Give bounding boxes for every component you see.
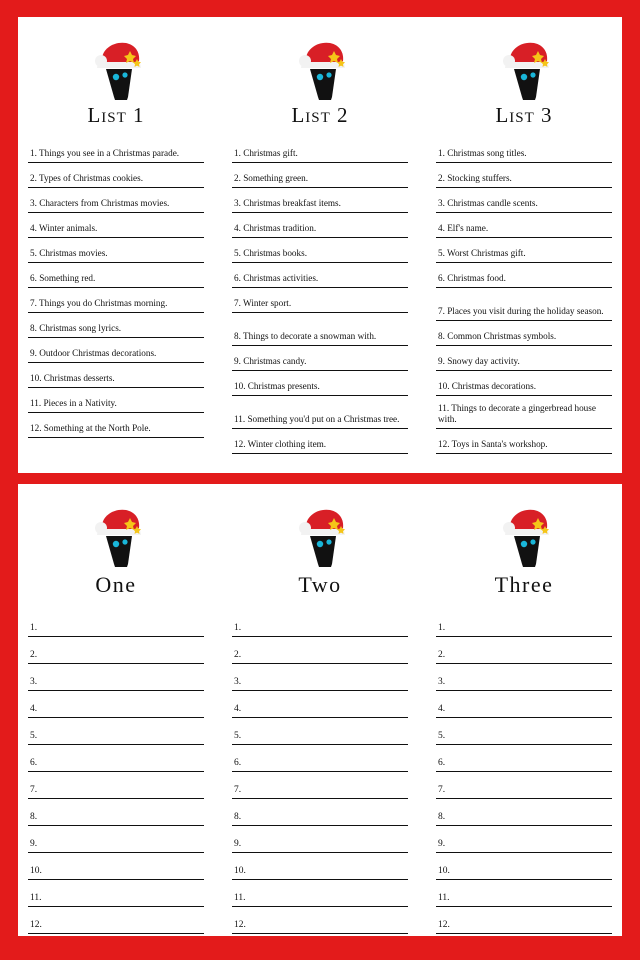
column-title: Two <box>298 572 342 597</box>
santa-hat-icon <box>28 498 204 568</box>
blank-line[interactable] <box>436 880 612 907</box>
list-item[interactable] <box>28 313 204 338</box>
list-item[interactable] <box>232 346 408 371</box>
blank-line[interactable] <box>232 880 408 907</box>
line-number: 3. <box>234 677 242 687</box>
list-item[interactable] <box>28 338 204 363</box>
list-item-text: 12. Winter clothing item. <box>234 439 327 449</box>
list-item-text: 4. Winter animals. <box>30 223 98 233</box>
list-item[interactable] <box>232 288 408 313</box>
list-item-text: 3. Characters from Christmas movies. <box>30 198 170 208</box>
list-item-text: 3. Christmas breakfast items. <box>234 198 341 208</box>
list-column-2 <box>232 31 408 454</box>
line-number: 8. <box>438 812 446 822</box>
list-item[interactable] <box>232 313 408 346</box>
list-item-text: 10. Christmas desserts. <box>30 373 115 383</box>
list-item[interactable] <box>436 321 612 346</box>
column-title: Three <box>494 572 554 597</box>
line-number: 2. <box>234 650 242 660</box>
list-item[interactable] <box>436 188 612 213</box>
blank-line[interactable] <box>28 637 204 664</box>
blank-line[interactable] <box>232 853 408 880</box>
line-number: 5. <box>234 731 242 741</box>
line-number: 12. <box>30 920 42 930</box>
list-item[interactable] <box>28 413 204 438</box>
line-number: 8. <box>30 812 38 822</box>
list-item[interactable] <box>232 213 408 238</box>
list-item-text: 11. Something you'd put on a Christmas tree. <box>234 414 400 424</box>
blank-line[interactable] <box>232 772 408 799</box>
list-item[interactable] <box>436 429 612 454</box>
blank-line[interactable] <box>436 637 612 664</box>
blank-line[interactable] <box>28 745 204 772</box>
list-item-text: 4. Elf's name. <box>438 223 489 233</box>
list-item-text: 12. Something at the North Pole. <box>30 423 151 433</box>
blank-line[interactable] <box>28 691 204 718</box>
line-number: 6. <box>234 758 242 768</box>
list-item-text: 5. Worst Christmas gift. <box>438 248 526 258</box>
line-number: 7. <box>30 785 38 795</box>
line-number: 4. <box>30 704 38 714</box>
list-item-text: 7. Places you visit during the holiday season. <box>438 306 604 316</box>
list-item[interactable] <box>436 238 612 263</box>
list-item-text: 11. Pieces in a Nativity. <box>30 398 117 408</box>
list-item-text: 1. Things you see in a Christmas parade. <box>30 148 180 158</box>
list-item[interactable] <box>232 238 408 263</box>
list-item-text: 7. Things you do Christmas morning. <box>30 298 168 308</box>
blank-line[interactable] <box>28 610 204 637</box>
list-item[interactable] <box>436 138 612 163</box>
line-number: 7. <box>438 785 446 795</box>
blank-column-three <box>436 498 612 934</box>
line-number: 11. <box>234 893 246 903</box>
line-number: 5. <box>438 731 446 741</box>
line-number: 5. <box>30 731 38 741</box>
line-number: 3. <box>438 677 446 687</box>
list-item-text: 2. Stocking stuffers. <box>438 173 512 183</box>
list-item[interactable] <box>28 288 204 313</box>
line-number: 2. <box>438 650 446 660</box>
blank-line[interactable] <box>28 907 204 934</box>
blank-line[interactable] <box>436 664 612 691</box>
blank-line[interactable] <box>436 718 612 745</box>
blank-line[interactable] <box>436 853 612 880</box>
list-item[interactable] <box>436 163 612 188</box>
list-item[interactable] <box>28 263 204 288</box>
line-number: 2. <box>30 650 38 660</box>
column-title: One <box>95 572 137 597</box>
list-item[interactable] <box>232 396 408 429</box>
blank-line[interactable] <box>436 745 612 772</box>
list-columns-filled <box>28 31 612 454</box>
line-number: 6. <box>438 758 446 768</box>
list-column-3 <box>436 31 612 454</box>
blank-line[interactable] <box>436 799 612 826</box>
list-item[interactable] <box>232 163 408 188</box>
santa-hat-icon <box>28 31 204 101</box>
blank-line[interactable] <box>436 907 612 934</box>
blank-line[interactable] <box>232 718 408 745</box>
column-title: List 1 <box>87 103 145 127</box>
line-number: 12. <box>234 920 246 930</box>
blank-column-two <box>232 498 408 934</box>
line-number: 3. <box>30 677 38 687</box>
list-item[interactable] <box>232 429 408 454</box>
blank-line[interactable] <box>232 691 408 718</box>
list-item-text: 6. Something red. <box>30 273 96 283</box>
list-item-text: 8. Christmas song lyrics. <box>30 323 122 333</box>
list-item-text: 11. Things to decorate a gingerbread house with. <box>438 403 596 424</box>
list-item[interactable] <box>232 371 408 396</box>
blank-line[interactable] <box>232 799 408 826</box>
santa-hat-icon <box>232 31 408 101</box>
blank-line[interactable] <box>436 610 612 637</box>
blank-line[interactable] <box>28 853 204 880</box>
line-number: 8. <box>234 812 242 822</box>
column-title: List 2 <box>291 103 349 127</box>
blank-line[interactable] <box>232 610 408 637</box>
list-item[interactable] <box>436 371 612 396</box>
blank-line[interactable] <box>28 664 204 691</box>
list-item-text: 7. Winter sport. <box>234 298 292 308</box>
list-item[interactable] <box>436 263 612 288</box>
column-title: List 3 <box>495 103 553 127</box>
blank-line[interactable] <box>28 799 204 826</box>
line-number: 7. <box>234 785 242 795</box>
line-number: 9. <box>234 839 242 849</box>
blank-line[interactable] <box>232 826 408 853</box>
list-item[interactable] <box>232 188 408 213</box>
list-item-text: 10. Christmas decorations. <box>438 381 536 391</box>
blank-line[interactable] <box>436 691 612 718</box>
line-number: 11. <box>438 893 450 903</box>
list-item-text: 5. Christmas books. <box>234 248 307 258</box>
list-item-text: 2. Types of Christmas cookies. <box>30 173 143 183</box>
list-item[interactable] <box>436 396 612 429</box>
list-item[interactable] <box>28 363 204 388</box>
list-item-text: 12. Toys in Santa's workshop. <box>438 439 548 449</box>
line-number: 6. <box>30 758 38 768</box>
line-number: 1. <box>234 623 242 633</box>
list-item-text: 2. Something green. <box>234 173 308 183</box>
printable-sheet-blank <box>18 484 622 936</box>
list-item-text: 6. Christmas food. <box>438 273 506 283</box>
line-number: 9. <box>30 839 38 849</box>
list-item-text: 8. Common Christmas symbols. <box>438 331 557 341</box>
blank-line[interactable] <box>28 718 204 745</box>
list-item[interactable] <box>28 388 204 413</box>
blank-line[interactable] <box>436 826 612 853</box>
line-number: 12. <box>438 920 450 930</box>
list-item-text: 10. Christmas presents. <box>234 381 320 391</box>
printable-sheet-filled <box>18 17 622 473</box>
list-item[interactable] <box>28 238 204 263</box>
list-item-text: 4. Christmas tradition. <box>234 223 317 233</box>
list-item[interactable] <box>28 163 204 188</box>
blank-line[interactable] <box>232 745 408 772</box>
list-item-text: 8. Things to decorate a snowman with. <box>234 331 377 341</box>
list-item-text: 5. Christmas movies. <box>30 248 108 258</box>
line-number: 10. <box>438 866 450 876</box>
list-item-text: 9. Outdoor Christmas decorations. <box>30 348 157 358</box>
list-column-1 <box>28 31 204 454</box>
list-columns-blank <box>28 498 612 934</box>
santa-hat-icon <box>232 498 408 568</box>
list-item[interactable] <box>232 138 408 163</box>
blank-line[interactable] <box>28 880 204 907</box>
blank-line[interactable] <box>28 772 204 799</box>
line-number: 1. <box>438 623 446 633</box>
santa-hat-icon <box>436 31 612 101</box>
blank-line[interactable] <box>28 826 204 853</box>
line-number: 4. <box>438 704 446 714</box>
list-item-text: 1. Christmas song titles. <box>438 148 527 158</box>
line-number: 10. <box>30 866 42 876</box>
line-number: 10. <box>234 866 246 876</box>
line-number: 4. <box>234 704 242 714</box>
santa-hat-icon <box>436 498 612 568</box>
list-item[interactable] <box>436 213 612 238</box>
list-item[interactable] <box>28 213 204 238</box>
line-number: 11. <box>30 893 42 903</box>
blank-line[interactable] <box>232 637 408 664</box>
list-item[interactable] <box>232 263 408 288</box>
list-item[interactable] <box>436 288 612 321</box>
blank-line[interactable] <box>436 772 612 799</box>
list-item[interactable] <box>28 188 204 213</box>
list-item[interactable] <box>28 138 204 163</box>
line-number: 1. <box>30 623 38 633</box>
list-item-text: 1. Christmas gift. <box>234 148 298 158</box>
list-item[interactable] <box>436 346 612 371</box>
list-item-text: 9. Snowy day activity. <box>438 356 520 366</box>
list-item-text: 6. Christmas activities. <box>234 273 319 283</box>
list-item-text: 3. Christmas candle scents. <box>438 198 538 208</box>
list-item-text: 9. Christmas candy. <box>234 356 307 366</box>
blank-line[interactable] <box>232 664 408 691</box>
line-number: 9. <box>438 839 446 849</box>
blank-column-one <box>28 498 204 934</box>
blank-line[interactable] <box>232 907 408 934</box>
